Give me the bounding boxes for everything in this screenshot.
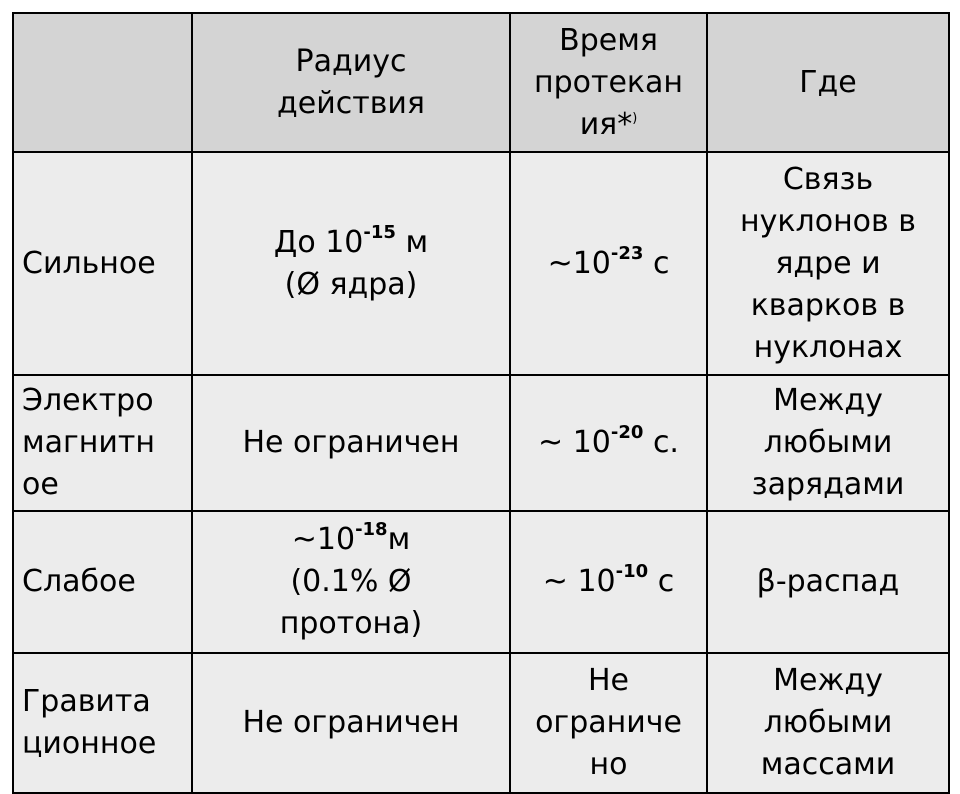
time-line-unit: с (643, 245, 670, 281)
radius-cell (192, 511, 510, 653)
time-line-text: ограниче (535, 705, 682, 740)
force-name-line: ое (22, 467, 59, 502)
where-line: кварков в (750, 287, 906, 323)
force-name-line: магнитн (22, 425, 155, 460)
force-name-cell (13, 511, 192, 653)
header-row (13, 13, 949, 152)
radius-line-text: протона) (279, 606, 423, 641)
where-line: нуклонах (753, 329, 903, 365)
radius-cell (192, 653, 510, 793)
time-cell (510, 152, 707, 375)
time-cell (510, 653, 707, 793)
radius-line-text: Не ограничен (242, 425, 460, 460)
header-time-line: протекан (533, 64, 684, 100)
radius-line-unit: м (387, 522, 411, 557)
force-name-cell (13, 152, 192, 375)
force-name-line: Гравита (22, 684, 151, 719)
time-line (511, 702, 706, 744)
time-line (511, 561, 706, 603)
radius-cell (192, 375, 510, 511)
header-radius-line: Радиус (295, 43, 407, 79)
table-row (13, 152, 949, 375)
force-name-line: Электро (22, 383, 154, 418)
where-line: Между (773, 663, 883, 698)
time-line-text: ~ 10 (538, 425, 611, 460)
header-time-line: Время (559, 22, 658, 58)
header-cell-empty (13, 13, 192, 152)
radius-line-text: ~10 (291, 522, 356, 557)
radius-line (193, 702, 509, 744)
time-line (511, 422, 706, 464)
table-row (13, 511, 949, 653)
header-time-footnote-mark: ) (632, 110, 638, 126)
time-cell (510, 375, 707, 511)
header-where-label: Где (799, 64, 857, 100)
time-line-exponent: -20 (610, 422, 644, 443)
table-row (13, 375, 949, 511)
radius-line-exponent: -18 (355, 519, 388, 540)
radius-line-exponent: -15 (363, 221, 396, 243)
time-line-text: Не (587, 663, 629, 698)
where-line: любыми (763, 425, 893, 460)
where-cell (707, 375, 949, 511)
time-line-unit: с. (643, 425, 679, 460)
where-cell (707, 653, 949, 793)
where-line: массами (760, 747, 896, 782)
radius-cell (192, 152, 510, 375)
radius-line (193, 422, 509, 464)
forces-table (12, 12, 950, 794)
where-line: β-распад (756, 564, 900, 599)
radius-line (193, 264, 509, 306)
header-time-text: ия* (579, 106, 633, 142)
radius-line (193, 603, 509, 645)
header-cell-radius (192, 13, 510, 152)
radius-line-text: До 10 (273, 224, 364, 260)
radius-line-unit: м (395, 224, 429, 260)
where-line: ядре и (775, 245, 881, 281)
time-line (511, 660, 706, 702)
radius-line (193, 561, 509, 603)
where-line: зарядами (751, 467, 905, 502)
time-line-exponent: -23 (610, 242, 644, 264)
where-cell (707, 511, 949, 653)
force-name-line: Сильное (22, 245, 156, 281)
header-radius-line: действия (277, 85, 425, 121)
force-name-line: Слабое (22, 564, 136, 599)
time-line (511, 243, 706, 285)
radius-line-text: (0.1% Ø (290, 564, 412, 599)
force-name-line: ционное (22, 726, 157, 761)
where-line: Связь (782, 161, 874, 197)
header-time-line (511, 104, 706, 146)
time-line-text: ~ 10 (542, 564, 616, 599)
force-name-cell (13, 653, 192, 793)
where-line: нуклонов в (740, 203, 916, 239)
time-line-exponent: -10 (615, 561, 649, 582)
time-line-text: ~10 (547, 245, 611, 281)
radius-line-text: (Ø ядра) (284, 266, 418, 302)
radius-line (193, 519, 509, 561)
where-line: любыми (763, 705, 893, 740)
radius-line (193, 222, 509, 264)
time-line (511, 744, 706, 786)
table-row (13, 653, 949, 793)
radius-line-text: Не ограничен (242, 705, 460, 740)
where-cell (707, 152, 949, 375)
header-cell-where (707, 13, 949, 152)
force-name-cell (13, 375, 192, 511)
time-line-text: но (589, 747, 628, 782)
where-line: Между (773, 383, 883, 418)
time-line-unit: с (648, 564, 675, 599)
header-cell-time (510, 13, 707, 152)
time-cell (510, 511, 707, 653)
